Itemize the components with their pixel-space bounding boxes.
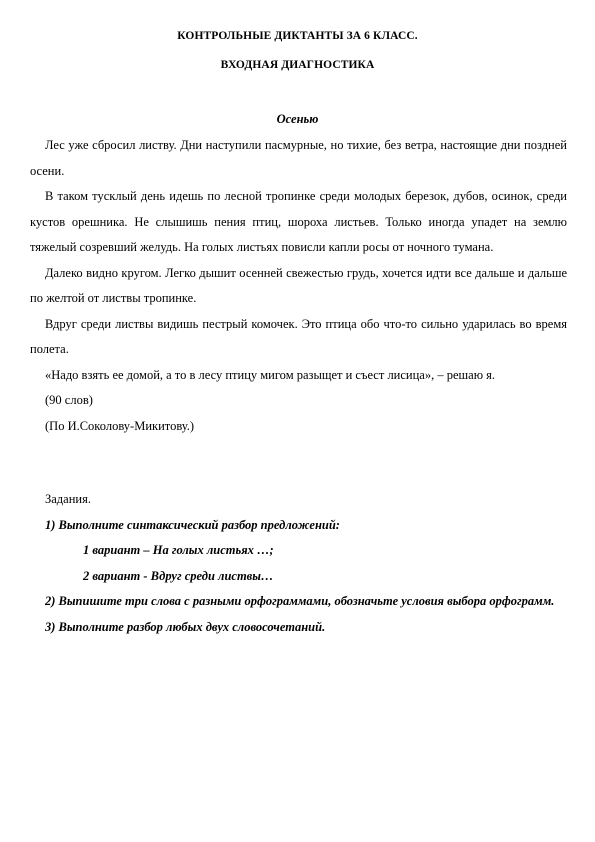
word-count: (90 слов) [45,393,93,407]
paragraph: «Надо взять ее домой, а то в лесу птицу мигом разыщет и съест лисица», – решаю я. [45,367,496,382]
tasks-heading: Задания. [45,492,91,506]
paragraph: Лес уже сбросил листву. Дни наступили пасмурные, но тихие, без ветра, настоящие дни поздней осени. [30,138,567,178]
dictation-title: Осенью [276,112,319,126]
tasks-section [30,487,567,640]
task-item: 3) Выполните разбор любых двух словосочетаний. [45,619,326,634]
document-title: КОНТРОЛЬНЫЕ ДИКТАНТЫ ЗА 6 КЛАСС. [177,30,418,42]
document-subtitle: ВХОДНАЯ ДИАГНОСТИКА [220,59,375,71]
task-item: 1) Выполните синтаксический разбор предложений: [45,517,340,532]
author-attribution: (По И.Соколову-Микитову.) [45,418,195,433]
paragraph: Вдруг среди листвы видишь пестрый комочек. Это птица обо что-то сильно ударилась во время полета. [30,316,567,356]
task-variant: 1 вариант – На голых листьях …; [83,543,274,557]
dictation-text [30,133,567,439]
task-variant: 2 вариант - Вдруг среди листвы… [83,568,274,583]
task-item: 2) Выпишите три слова с разными орфограммами, обозначьте условия выбора орфограмм. [45,594,555,608]
paragraph: Далеко видно кругом. Легко дышит осенней свежестью грудь, хочется идти все дальше и дальше по желтой от листвы тропинке. [30,265,567,305]
paragraph: В таком тусклый день идешь по лесной тропинке среди молодых березок, дубов, осинок, среди кустов орешника. Не слышишь пения птиц, шороха листьев. Только иногда упадет на землю тяжелый созревший желудь. На голых листьях повисли капли росы от ночного тумана. [30,189,567,254]
